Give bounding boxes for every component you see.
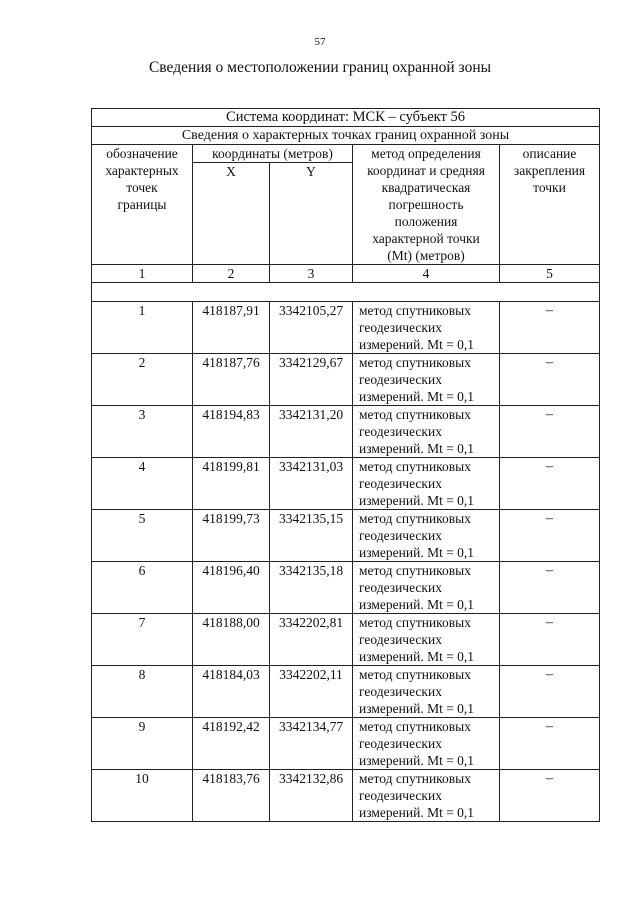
method-line: измерений. Mt = 0,1 <box>359 337 475 352</box>
method-cell <box>353 562 500 614</box>
header-method-line: положения <box>394 214 458 229</box>
coordinate-system-cell: Система координат: МСК – субъект 56 <box>92 109 600 127</box>
y-coordinate-cell: 3342131,20 <box>270 406 353 458</box>
table-row <box>92 562 600 614</box>
header-designation-line: характерных <box>105 163 179 178</box>
fixing-description-cell: – <box>500 510 600 562</box>
column-number: 5 <box>500 265 600 283</box>
method-line: метод спутниковых <box>359 303 471 318</box>
header-method <box>353 145 500 265</box>
fixing-description-cell: – <box>500 562 600 614</box>
y-coordinate-cell: 3342129,67 <box>270 354 353 406</box>
table-row <box>92 458 600 510</box>
page-number: 57 <box>314 36 326 48</box>
header-description-line: точки <box>533 180 566 195</box>
fixing-description-cell: – <box>500 614 600 666</box>
method-line: метод спутниковых <box>359 407 471 422</box>
x-coordinate-cell: 418187,76 <box>193 354 270 406</box>
document-title: Сведения о местоположении границ охранной зоны <box>148 59 492 76</box>
y-coordinate-cell: 3342135,15 <box>270 510 353 562</box>
fixing-description-cell: – <box>500 406 600 458</box>
y-coordinate-cell: 3342135,18 <box>270 562 353 614</box>
table-row <box>92 666 600 718</box>
x-coordinate-cell: 418199,73 <box>193 510 270 562</box>
y-coordinate-cell: 3342202,11 <box>270 666 353 718</box>
column-number: 4 <box>353 265 500 283</box>
points-info-cell: Сведения о характерных точках границ охранной зоны <box>92 127 600 145</box>
point-number-cell: 7 <box>92 614 193 666</box>
method-line: измерений. Mt = 0,1 <box>359 649 475 664</box>
method-line: измерений. Mt = 0,1 <box>359 545 475 560</box>
fixing-description-cell: – <box>500 666 600 718</box>
spacer-cell <box>92 283 600 302</box>
method-cell <box>353 510 500 562</box>
header-coordinates: координаты (метров) <box>193 145 353 163</box>
method-cell <box>353 666 500 718</box>
method-line: метод спутниковых <box>359 563 471 578</box>
header-designation-line: обозначение <box>106 146 178 161</box>
header-method-line: характерной точки <box>372 231 480 246</box>
column-number: 3 <box>270 265 353 283</box>
method-cell <box>353 302 500 354</box>
method-line: метод спутниковых <box>359 615 471 630</box>
header-y: Y <box>270 163 353 265</box>
column-number: 1 <box>92 265 193 283</box>
point-number-cell: 9 <box>92 718 193 770</box>
x-coordinate-cell: 418184,03 <box>193 666 270 718</box>
point-number-cell: 8 <box>92 666 193 718</box>
table-row <box>92 302 600 354</box>
method-cell <box>353 406 500 458</box>
table-row <box>92 510 600 562</box>
method-line: геодезических <box>359 372 442 387</box>
method-line: метод спутниковых <box>359 459 471 474</box>
table-row <box>92 770 600 822</box>
method-cell <box>353 354 500 406</box>
method-cell <box>353 458 500 510</box>
method-line: измерений. Mt = 0,1 <box>359 441 475 456</box>
header-method-line: погрешность <box>388 197 464 212</box>
method-line: измерений. Mt = 0,1 <box>359 493 475 508</box>
method-cell <box>353 614 500 666</box>
method-line: метод спутниковых <box>359 719 471 734</box>
method-line: геодезических <box>359 684 442 699</box>
header-method-line: квадратическая <box>381 180 471 195</box>
point-number-cell: 3 <box>92 406 193 458</box>
header-description-line: описание <box>522 146 577 161</box>
table-row <box>92 718 600 770</box>
method-line: метод спутниковых <box>359 667 471 682</box>
method-line: метод спутниковых <box>359 771 471 786</box>
method-line: геодезических <box>359 632 442 647</box>
x-coordinate-cell: 418194,83 <box>193 406 270 458</box>
method-line: измерений. Mt = 0,1 <box>359 753 475 768</box>
header-description <box>500 145 600 265</box>
method-line: измерений. Mt = 0,1 <box>359 389 475 404</box>
method-line: геодезических <box>359 736 442 751</box>
header-designation-line: границы <box>117 197 167 212</box>
point-number-cell: 1 <box>92 302 193 354</box>
method-line: метод спутниковых <box>359 355 471 370</box>
column-number: 2 <box>193 265 270 283</box>
boundary-points-table <box>91 108 600 822</box>
method-line: геодезических <box>359 424 442 439</box>
method-cell <box>353 770 500 822</box>
method-line: измерений. Mt = 0,1 <box>359 805 475 820</box>
method-line: геодезических <box>359 320 442 335</box>
point-number-cell: 2 <box>92 354 193 406</box>
method-line: геодезических <box>359 528 442 543</box>
table-row <box>92 354 600 406</box>
x-coordinate-cell: 418187,91 <box>193 302 270 354</box>
header-designation <box>92 145 193 265</box>
fixing-description-cell: – <box>500 770 600 822</box>
point-number-cell: 4 <box>92 458 193 510</box>
spacer-row <box>92 283 600 302</box>
y-coordinate-cell: 3342132,86 <box>270 770 353 822</box>
fixing-description-cell: – <box>500 354 600 406</box>
header-designation-line: точек <box>126 180 158 195</box>
table-row <box>92 406 600 458</box>
header-method-line: координат и средняя <box>367 163 485 178</box>
fixing-description-cell: – <box>500 718 600 770</box>
y-coordinate-cell: 3342105,27 <box>270 302 353 354</box>
point-number-cell: 10 <box>92 770 193 822</box>
method-line: измерений. Mt = 0,1 <box>359 701 475 716</box>
table-row <box>92 614 600 666</box>
method-line: метод спутниковых <box>359 511 471 526</box>
x-coordinate-cell: 418196,40 <box>193 562 270 614</box>
method-line: геодезических <box>359 476 442 491</box>
x-coordinate-cell: 418188,00 <box>193 614 270 666</box>
x-coordinate-cell: 418199,81 <box>193 458 270 510</box>
header-x: X <box>193 163 270 265</box>
y-coordinate-cell: 3342134,77 <box>270 718 353 770</box>
method-line: геодезических <box>359 788 442 803</box>
header-method-line: метод определения <box>371 146 481 161</box>
point-number-cell: 5 <box>92 510 193 562</box>
x-coordinate-cell: 418183,76 <box>193 770 270 822</box>
fixing-description-cell: – <box>500 458 600 510</box>
y-coordinate-cell: 3342131,03 <box>270 458 353 510</box>
x-coordinate-cell: 418192,42 <box>193 718 270 770</box>
header-description-line: закрепления <box>513 163 586 178</box>
point-number-cell: 6 <box>92 562 193 614</box>
header-method-line: (Mt) (метров) <box>387 248 465 263</box>
fixing-description-cell: – <box>500 302 600 354</box>
method-line: геодезических <box>359 580 442 595</box>
method-cell <box>353 718 500 770</box>
method-line: измерений. Mt = 0,1 <box>359 597 475 612</box>
y-coordinate-cell: 3342202,81 <box>270 614 353 666</box>
